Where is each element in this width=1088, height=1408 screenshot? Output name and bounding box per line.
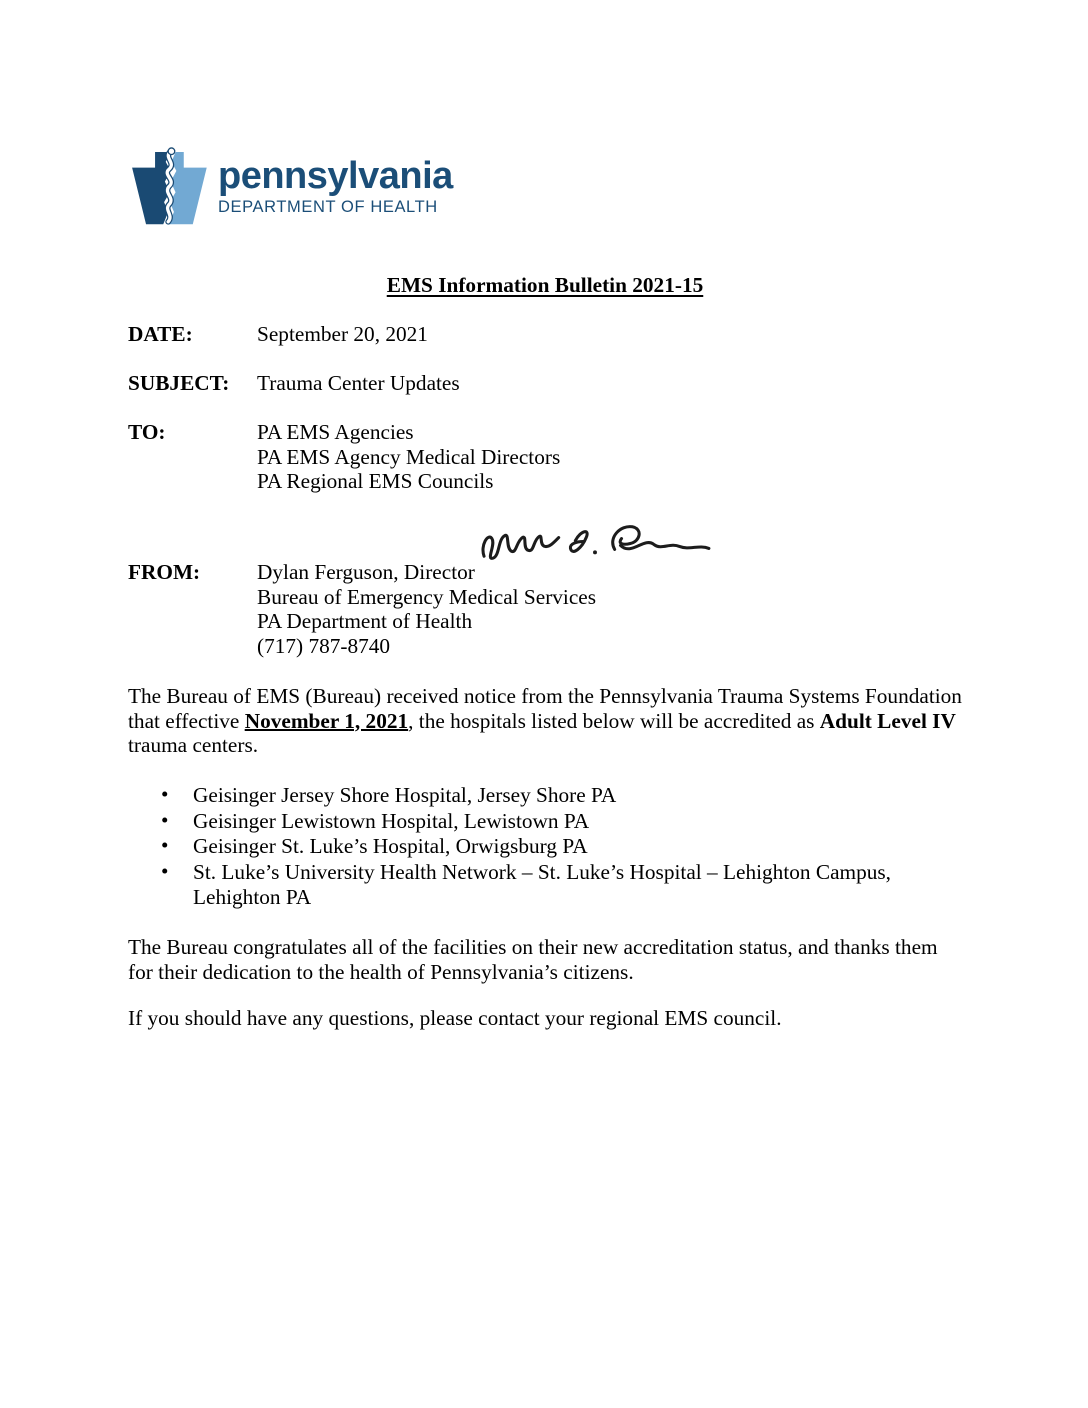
from-line: Dylan Ferguson, Director xyxy=(257,560,475,584)
from-line: (717) 787-8740 xyxy=(257,633,391,658)
date-value: September 20, 2021 xyxy=(257,322,428,346)
date-label: DATE: xyxy=(128,322,193,346)
from-line: Bureau of Emergency Medical Services xyxy=(257,584,597,609)
pa-doh-logo xyxy=(128,143,453,230)
to-line: PA Regional EMS Councils xyxy=(257,469,494,493)
meta-row-from xyxy=(128,560,962,658)
p1-post: trauma centers. xyxy=(128,733,259,757)
hospital-list-item: • Geisinger Jersey Shore Hospital, Jersey Shore PA xyxy=(128,783,962,808)
paragraph-questions: If you should have any questions, please contact your regional EMS council. xyxy=(128,1006,782,1030)
p1-mid: , the hospitals listed below will be accredited as xyxy=(408,708,820,733)
keystone-caduceus-icon xyxy=(128,143,210,230)
to-line: PA EMS Agencies xyxy=(257,420,414,444)
hospital-list-item: • Geisinger St. Luke’s Hospital, Orwigsburg PA xyxy=(128,834,962,859)
subject-label: SUBJECT: xyxy=(128,371,230,395)
hospital-list-item: • Geisinger Lewistown Hospital, Lewistown PA xyxy=(128,809,962,834)
from-label: FROM: xyxy=(128,560,201,584)
p1-level: Adult Level IV xyxy=(819,708,956,733)
hospital-list xyxy=(128,783,962,910)
p1-effective-date: November 1, 2021 xyxy=(244,708,409,733)
paragraph-congratulations: The Bureau congratulates all of the facilities on their new accreditation status, and thanks them for their dedication to the health of Pennsylvania’s citizens. xyxy=(128,935,938,984)
subject-value: Trauma Center Updates xyxy=(257,371,460,395)
to-line: PA EMS Agency Medical Directors xyxy=(257,444,561,469)
logo-department-text: DEPARTMENT OF HEALTH xyxy=(218,198,438,216)
from-line: PA Department of Health xyxy=(257,609,473,633)
meta-row-subject xyxy=(128,371,962,396)
document-title: EMS Information Bulletin 2021-15 xyxy=(386,273,704,297)
logo-brand-text: pennsylvania xyxy=(218,155,453,197)
meta-row-date xyxy=(128,322,962,347)
p1-pre: The Bureau of EMS (Bureau) received notice from the Pennsylvania Trauma Systems Foundation that effective xyxy=(128,684,962,733)
hospital-list-item: • St. Luke’s University Health Network – St. Luke’s Hospital – Lehighton Campus, Lehighton PA xyxy=(128,860,962,909)
to-label: TO: xyxy=(128,420,166,444)
paragraph-accreditation-notice xyxy=(128,684,962,758)
meta-row-to xyxy=(128,420,962,494)
